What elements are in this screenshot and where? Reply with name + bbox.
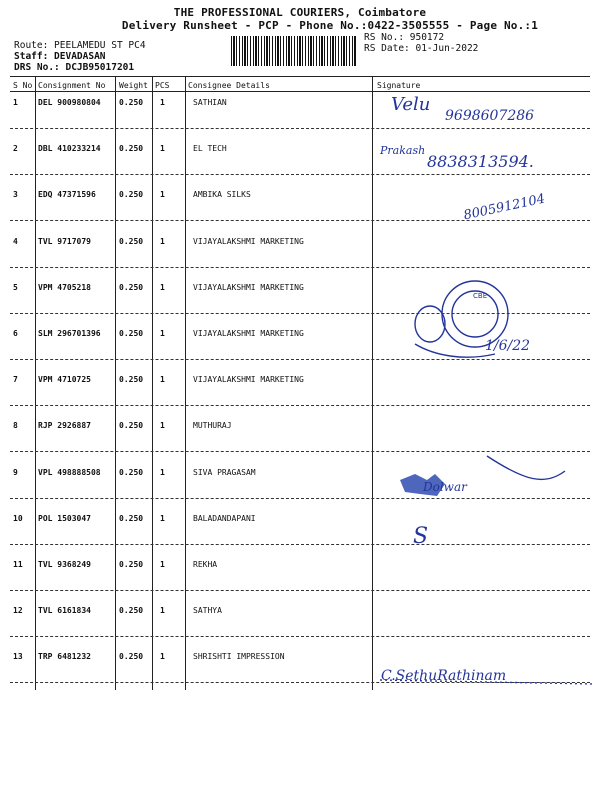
- signature-row-10: S: [413, 524, 429, 549]
- cell-weight: 0.250: [119, 421, 144, 431]
- header-signature: Signature: [377, 81, 421, 90]
- cell-pcs: 1: [160, 282, 165, 292]
- cell-consignee: SATHIAN: [193, 98, 227, 107]
- cell-consignment-no: POL 1503047: [38, 513, 91, 523]
- cell-weight: 0.250: [119, 513, 144, 523]
- cell-weight: 0.250: [119, 467, 144, 477]
- phone-row-1: 9698607286: [445, 108, 535, 124]
- cell-weight: 0.250: [119, 236, 144, 246]
- signature-row-1: Velu: [391, 94, 431, 115]
- cell-sno: 7: [13, 375, 18, 385]
- cell-consignee: EL TECH: [193, 144, 227, 154]
- cell-consignment-no: VPM 4705218: [38, 282, 91, 292]
- cell-sno: 12: [13, 606, 23, 616]
- cell-pcs: 1: [160, 421, 165, 431]
- cell-consignee: MUTHURAJ: [193, 421, 232, 431]
- cell-sno: 9: [13, 467, 18, 477]
- staff-label: Staff: DEVADASAN: [14, 51, 106, 62]
- cell-consignee: REKHA: [193, 560, 218, 569]
- cell-pcs: 1: [160, 190, 165, 200]
- cell-consignment-no: VPL 498888508: [38, 467, 101, 477]
- cell-consignee: VIJAYALAKSHMI MARKETING: [193, 282, 304, 292]
- cell-consignment-no: TVL 6161834: [38, 606, 91, 616]
- cell-sno: 6: [13, 329, 18, 338]
- cell-consignment-no: VPM 4710725: [38, 375, 91, 385]
- cell-consignment-no: TRP 6481232: [38, 652, 91, 662]
- barcode-image: [231, 36, 357, 66]
- cell-weight: 0.250: [119, 190, 144, 200]
- cell-weight: 0.250: [119, 560, 144, 569]
- route-label: Route: PEELAMEDU ST PC4: [14, 40, 146, 51]
- cell-weight: 0.250: [119, 606, 144, 616]
- title-line-2: Delivery Runsheet - PCP - Phone No.:0422-3505555 - Page No.:1: [121, 19, 539, 32]
- rs-number: RS No.: 950172: [364, 32, 445, 43]
- drs-number: DRS No.: DCJB95017201: [14, 62, 135, 73]
- cell-sno: 4: [13, 236, 18, 246]
- cell-weight: 0.250: [119, 282, 144, 292]
- header-sno: S No: [13, 81, 33, 90]
- cell-pcs: 1: [160, 236, 165, 246]
- cell-pcs: 1: [160, 652, 165, 662]
- cell-pcs: 1: [160, 513, 165, 523]
- cell-consignee: AMBIKA SILKS: [193, 190, 251, 200]
- cell-consignee: VIJAYALAKSHMI MARKETING: [193, 375, 304, 385]
- cell-sno: 8: [13, 421, 18, 431]
- header-consignment-no: Consignment No: [38, 81, 106, 90]
- cell-sno: 13: [13, 652, 23, 662]
- signature-row-9: Dolwar: [423, 480, 467, 494]
- cell-consignment-no: DEL 900980804: [38, 98, 101, 107]
- signature-stroke: [487, 456, 565, 479]
- cell-consignee: VIJAYALAKSHMI MARKETING: [193, 329, 304, 338]
- cell-sno: 3: [13, 190, 18, 200]
- cell-weight: 0.250: [119, 375, 144, 385]
- cell-pcs: 1: [160, 467, 165, 477]
- cell-sno: 5: [13, 282, 18, 292]
- signature-row-13: C.SethuRathinam: [381, 668, 507, 684]
- cell-consignee: SHRISHTI IMPRESSION: [193, 652, 285, 662]
- cell-pcs: 1: [160, 144, 165, 154]
- cell-sno: 1: [13, 98, 18, 107]
- cell-weight: 0.250: [119, 652, 144, 662]
- header-pcs: PCS: [155, 81, 170, 90]
- cell-pcs: 1: [160, 375, 165, 385]
- cell-consignment-no: TVL 9717079: [38, 236, 91, 246]
- cell-consignee: SATHYA: [193, 606, 222, 616]
- header-weight: Weight: [119, 81, 148, 90]
- title-line-1: THE PROFESSIONAL COURIERS, Coimbatore: [173, 6, 427, 19]
- cell-sno: 10: [13, 513, 23, 523]
- cell-consignment-no: SLM 296701396: [38, 329, 101, 338]
- phone-row-2: 8838313594.: [427, 152, 534, 171]
- cell-pcs: 1: [160, 98, 165, 107]
- cell-weight: 0.250: [119, 144, 144, 154]
- signature-row-2: Prakash: [380, 144, 426, 157]
- cell-sno: 2: [13, 144, 18, 154]
- signature-loop: [415, 306, 445, 342]
- date-row-7: 1/6/22: [485, 338, 531, 354]
- cell-pcs: 1: [160, 329, 165, 338]
- phone-row-3: 8005912104: [462, 191, 547, 224]
- cell-pcs: 1: [160, 606, 165, 616]
- cell-pcs: 1: [160, 560, 165, 569]
- cell-consignment-no: TVL 9368249: [38, 560, 91, 569]
- cell-consignee: SIVA PRAGASAM: [193, 467, 256, 477]
- cell-consignee: VIJAYALAKSHMI MARKETING: [193, 236, 304, 246]
- cell-sno: 11: [13, 560, 23, 569]
- cell-consignment-no: EDQ 47371596: [38, 190, 96, 200]
- runsheet-title: [0, 6, 600, 32]
- rs-date: RS Date: 01-Jun-2022: [364, 43, 479, 54]
- cell-consignment-no: DBL 410233214: [38, 144, 101, 154]
- stamp-label: CBE: [473, 292, 488, 300]
- cell-weight: 0.250: [119, 329, 144, 338]
- cell-weight: 0.250: [119, 98, 144, 107]
- cell-consignee: BALADANDAPANI: [193, 513, 256, 523]
- header-consignee-details: Consignee Details: [188, 81, 270, 90]
- cell-consignment-no: RJP 2926887: [38, 421, 91, 431]
- signature-column: [375, 76, 600, 696]
